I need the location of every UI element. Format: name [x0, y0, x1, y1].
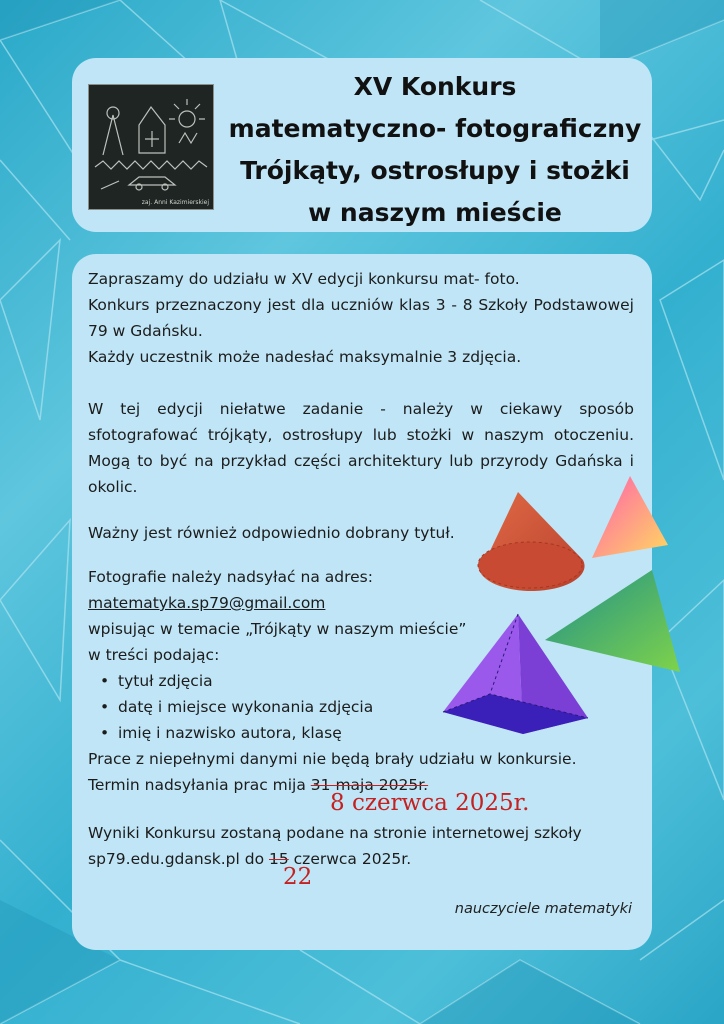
deadline-old-date: 31 maja 2025r. [310, 776, 429, 794]
results-line: Wyniki Konkursu zostaną podane na stronie internetowej szkoły [88, 824, 582, 842]
cone-icon [478, 492, 585, 591]
photo-caption: zaj. Anni Kazimierskiej [141, 199, 209, 206]
green-triangle-icon [545, 570, 680, 672]
subject-text: wpisując w temacie „Trójkąty w naszym mieście” [88, 620, 467, 638]
deadline-new-date: 8 czerwca 2025r. [330, 790, 530, 816]
results-prefix: sp79.edu.gdansk.pl do [88, 850, 269, 868]
signature: nauczyciele matematyki [454, 901, 632, 917]
send-to-text: Fotografie należy nadsyłać na adres: [88, 568, 373, 586]
title-line: w naszym mieście [308, 198, 562, 227]
results-new-day: 22 [283, 864, 313, 890]
intro-line: Zapraszamy do udziału w XV edycji konkursu mat- foto. [88, 270, 520, 288]
title-line: matematyczno- fotograficzny [228, 114, 642, 143]
results-old-day: 15 [269, 850, 289, 868]
content-intro-text: w treści podając: [88, 646, 220, 664]
pink-triangle-icon [592, 476, 668, 558]
list-item: • tytuł zdjęcia [88, 668, 634, 694]
intro-line: Każdy uczestnik może nadesłać maksymalnie 3 zdjęcia. [88, 348, 522, 366]
incomplete-note: Prace z niepełnymi danymi nie będą brały udziału w konkursie. [88, 750, 577, 768]
intro-line: Konkurs przeznaczony jest dla uczniów klas 3 - 8 Szkoły Podstawowej 79 w Gdańsku. [88, 296, 634, 340]
title-line: Trójkąty, ostrosłupy i stożki [240, 156, 630, 185]
list-item: • datę i miejsce wykonania zdjęcia [88, 694, 634, 720]
deadline-prefix: Termin nadsyłania prac mija [88, 776, 311, 794]
results-suffix: czerwca 2025r. [288, 850, 412, 868]
title-line: XV Konkurs [353, 72, 517, 101]
task-paragraph: W tej edycji niełatwe zadanie - należy w ciekawy sposób sfotografować trójkąty, ostrosłupy lub stożki w naszym otoczeniu. Mogą to być na przykład części architektury lub przyrody Gdańska i okolic. [88, 400, 634, 496]
list-item: • imię i nazwisko autora, klasę [88, 720, 634, 746]
email-link[interactable]: matematyka.sp79@gmail.com [88, 594, 326, 612]
title-note: Ważny jest również odpowiednio dobrany tytuł. [88, 524, 455, 542]
